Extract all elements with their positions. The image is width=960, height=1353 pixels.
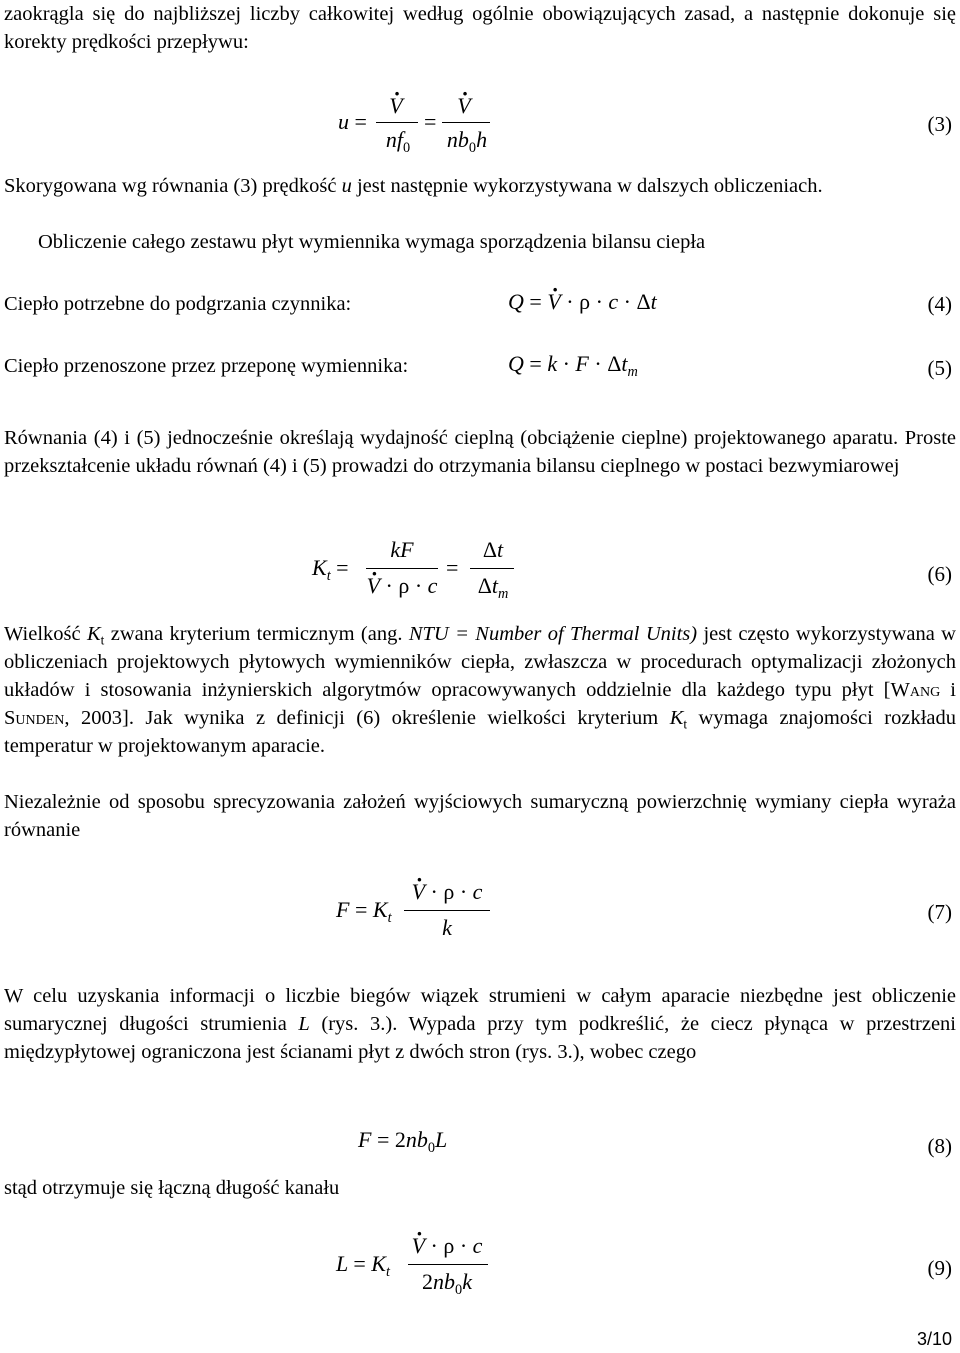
heat-needed-label: Ciepło potrzebne do podgrzania czynnika: [4, 293, 352, 315]
equation-4: Q = · V · ρ · c · Δt [508, 288, 657, 316]
equation-number: (3) [927, 112, 952, 136]
equation-number: (5) [927, 356, 952, 380]
paragraph-kt-criterion: Wielkość $K_t$ zwana kryterium termicznym (ang. NTU = Number of Thermal Units) jest często wykorzystywana w obliczeniach projektowych płytowych wymienników ciepła, zwłaszcza w procedurach optymalizacji złożonych układów i stosowania inżynierskich algorytmów opracowywanych oddzielnie dla każdego typu płyt [Wang i Sunden, 2003]. Jak wynika z definicji (6) określenie wielkości kryterium $K_t$ wymaga znajomości rozkładu temperatur w projektowanym aparacie. [4, 623, 956, 757]
paragraph-equations-4-5: Równania (4) i (5) jednocześnie określają wydajność cieplną (obciążenie cieplne) projektowanego aparatu. Proste przekształcenie układu równań (4) i (5) prowadzi do otrzymania bilansu cieplnego w postaci bezwymiarowej [4, 427, 956, 477]
equation-number: (7) [927, 900, 952, 924]
paragraph-corrected-velocity: Skorygowana wg równania (3) prędkość u jest następnie wykorzystywana w dalszych obliczeniach. [4, 175, 823, 197]
equation-number: (6) [927, 562, 952, 586]
page-number: 3/10 [916, 1329, 952, 1349]
equation-number: (8) [927, 1134, 952, 1158]
paragraph-channel-length: stąd otrzymuje się łączną długość kanału [4, 1177, 340, 1199]
intro-paragraph: zaokrągla się do najbliższej liczby całkowitej według ogólnie obowiązujących zasad, a następnie dokonuje się korekty prędkości przepływu: [4, 3, 956, 53]
equation-number: (4) [927, 292, 952, 316]
paragraph-stream-length: W celu uzyskania informacji o liczbie biegów wiązek strumieni w całym aparacie niezbędne jest obliczenie sumarycznej długości strumienia L (rys. 3.). Wypada przy tym podkreślić, że ciecz płynąca w przestrzeni międzypłytowej ograniczona jest ścianami płyt z dwóch stron (rys. 3.), wobec czego [4, 985, 956, 1063]
paragraph-heat-balance: Obliczenie całego zestawu płyt wymiennika wymaga sporządzenia bilansu ciepła [38, 231, 706, 253]
equation-8: $F = 2nb_0L$ [358, 1127, 448, 1156]
paragraph-total-area: Niezależnie od sposobu sprecyzowania założeń wyjściowych sumaryczną powierzchnię wymiany ciepła wyraża równanie [4, 791, 956, 841]
equation-number: (9) [927, 1256, 952, 1280]
equation-5: $Q = k \cdot F \cdot \Delta t_m$ [508, 351, 638, 380]
heat-transferred-label: Ciepło przenoszone przez przeponę wymiennika: [4, 355, 409, 377]
